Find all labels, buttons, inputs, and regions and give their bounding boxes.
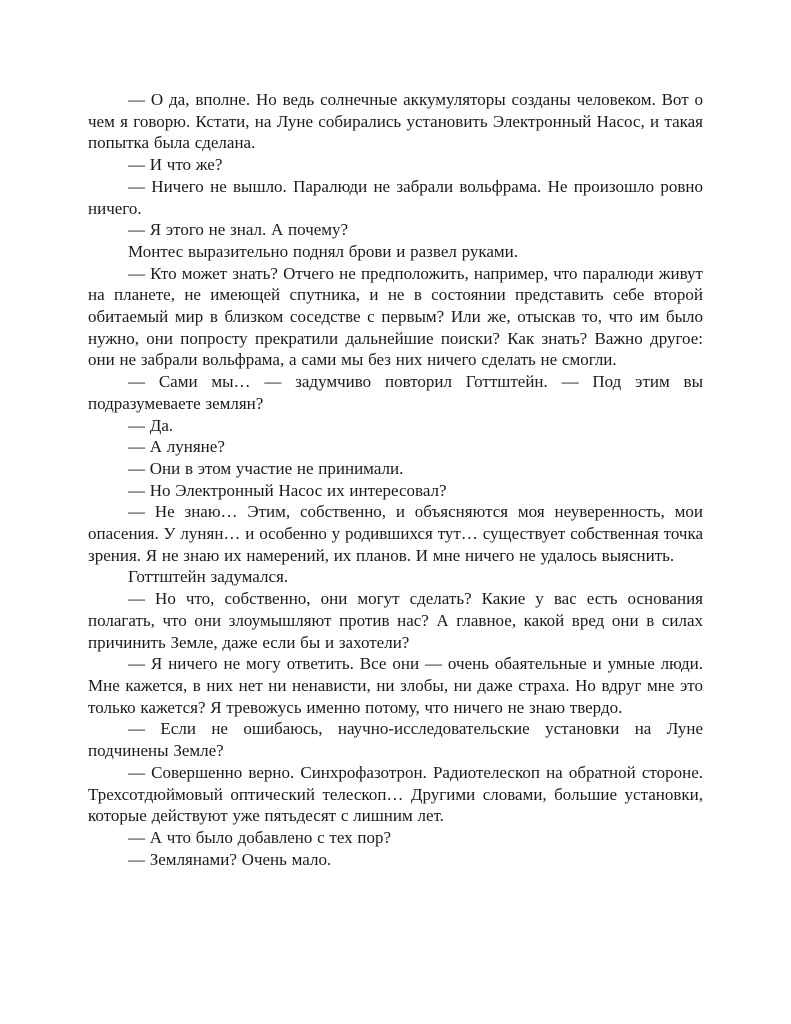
paragraph: — Я ничего не могу ответить. Все они — очень обаятельные и умные люди. Мне кажется, в них нет ни ненависти, ни злобы, ни даже страха. Но вдруг мне это только кажется? Я тревожусь именно потому, что ничего не знаю твердо. bbox=[88, 654, 703, 717]
paragraph: — Но Электронный Насос их интересовал? bbox=[128, 480, 447, 500]
paragraph: Готтштейн задумался. bbox=[128, 567, 289, 587]
paragraph: — Они в этом участие не принимали. bbox=[128, 458, 404, 478]
paragraph: — Ничего не вышло. Паралюди не забрали вольфрама. Не произошло ровно ничего. bbox=[88, 176, 703, 218]
paragraph: — А что было добавлено с тех пор? bbox=[128, 827, 392, 847]
paragraph: — Но что, собственно, они могут сделать? Какие у вас есть основания полагать, что они злоумышляют против нас? А главное, какой вред они в силах причинить Земле, даже если бы и захотели? bbox=[88, 589, 703, 652]
paragraph: — И что же? bbox=[128, 155, 223, 175]
paragraph: — Да. bbox=[128, 415, 174, 435]
paragraph: — Не знаю… Этим, собственно, и объясняются моя неуверенность, мои опасения. У лунян… и особенно у родившихся тут… существует собственная точка зрения. Я не знаю их намерений, их планов. И мне ничего не удалось выяснить. bbox=[88, 502, 703, 565]
paragraph: — О да, вполне. Но ведь солнечные аккумуляторы созданы человеком. Вот о чем я говорю. Кстати, на Луне собирались установить Электронный Насос, и такая попытка была сделана. bbox=[88, 90, 703, 153]
paragraph: — Если не ошибаюсь, научно-исследовательские установки на Луне подчинены Земле? bbox=[88, 719, 703, 761]
paragraph: — Я этого не знал. А почему? bbox=[128, 220, 349, 240]
paragraph: — А луняне? bbox=[128, 437, 225, 457]
paragraph: — Кто может знать? Отчего не предположить, например, что паралюди живут на планете, не имеющей спутника, и не в состоянии представить себе второй обитаемый мир в близком соседстве с первым? Или же, отыскав то, что им было нужно, они попросту прекратили дальнейшие поиски? Как знать? Важно другое: они не забрали вольфрама, а сами мы без них ничего сделать не смогли. bbox=[88, 263, 703, 370]
text-column bbox=[88, 89, 703, 870]
paragraph: — Сами мы… — задумчиво повторил Готтштейн. — Под этим вы подразумеваете землян? bbox=[88, 372, 703, 413]
paragraph: — Землянами? Очень мало. bbox=[128, 849, 332, 869]
paragraph: Монтес выразительно поднял брови и развел руками. bbox=[128, 241, 519, 261]
paragraph: — Совершенно верно. Синхрофазотрон. Радиотелескоп на обратной стороне. Трехсотдюймовый оптический телескоп… Другими словами, большие установки, которые действуют уже пятьдесят с лишним лет. bbox=[88, 762, 703, 826]
